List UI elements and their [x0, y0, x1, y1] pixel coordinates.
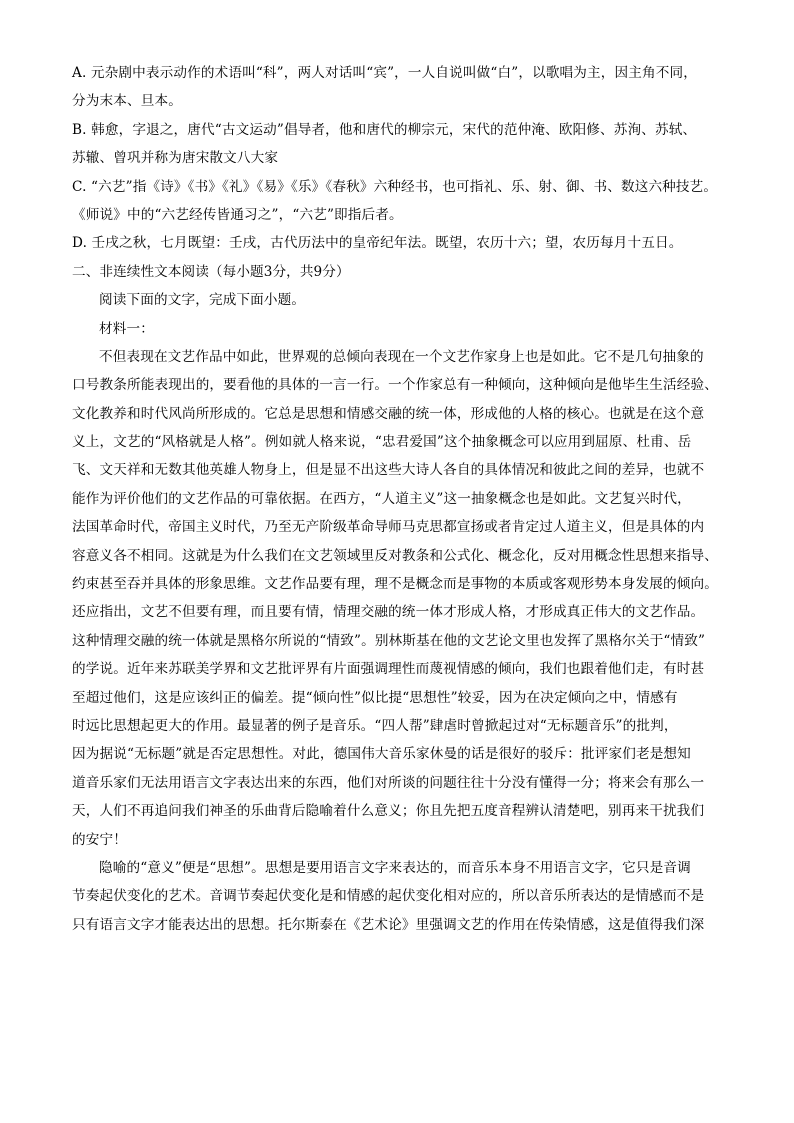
option-b-line-1: B. 韩愈，字退之，唐代“古文运动”倡导者，他和唐代的柳宗元，宋代的范仲淹、欧阳修、苏洵、苏轼、 [72, 121, 697, 138]
option-b [72, 116, 732, 173]
paragraph-2-line: 节奏起伏变化的艺术。音调节奏起伏变化是和情感的起伏变化相对应的，所以音乐所表达的是情感而不是 [72, 888, 705, 905]
option-c [72, 173, 732, 230]
paragraph-1-line: 容意义各不相同。这就是为什么我们在文艺领域里反对教条和公式化、概念化，反对用概念性思想来指导、 [72, 547, 718, 564]
reading-instruction: 阅读下面的文字，完成下面小题。 [99, 292, 306, 309]
paragraph-1-line: 口号教条所能表现出的，要看他的具体的一言一行。一个作家总有一种倾向，这种倾向是他毕生生活经验、 [72, 377, 718, 394]
paragraph-1-line: 至超过他们，这是应该纠正的偏差。提“倾向性”似比提“思想性”较妥，因为在决定倾向之中，情感有 [72, 689, 678, 706]
paragraph-1-line: 飞、文天祥和无数其他英雄人物身上，但是显不出这些大诗人各自的具体情况和彼此之间的差异，也就不 [72, 462, 705, 479]
paragraph-2 [72, 854, 732, 939]
option-c-line-2: 《师说》中的“六艺经传皆通习之”，“六艺”即指后者。 [72, 206, 403, 223]
option-b-line-2: 苏辙、曾巩并称为唐宋散文八大家 [72, 150, 279, 167]
option-a [72, 59, 732, 116]
section-heading: 二、非连续性文本阅读（每小题3分，共9分） [72, 263, 350, 280]
option-d [72, 229, 732, 257]
paragraph-1-line: 的学说。近年来苏联美学界和文艺批评界有片面强调理性而蔑视情感的倾向，我们也跟着他们走，有时甚 [72, 661, 705, 678]
paragraph-1-line: 天，人们不再追问我们神圣的乐曲背后隐喻着什么意义；你且先把五度音程辨认清楚吧，别再来干扰我们 [72, 803, 705, 820]
paragraph-1-line: 文化教养和时代风尚所形成的。它总是思想和情感交融的统一体，形成他的人格的核心。也就是在这个意 [72, 405, 705, 422]
paragraph-1-line: 这种情理交融的统一体就是黑格尔所说的“情致”。别林斯基在他的文艺论文里也发挥了黑格尔关于“情致” [72, 632, 706, 649]
paragraph-1-line: 义上，文艺的“风格就是人格”。例如就人格来说，“忠君爱国”这个抽象概念可以应用到屈原、杜甫、岳 [72, 434, 692, 451]
option-d-line-1: D. 壬戌之秋，七月既望：壬戌，古代历法中的皇帝纪年法。既望，农历十六；望，农历每月十五日。 [72, 235, 683, 252]
option-a-line-1: A. 元杂剧中表示动作的术语叫“科”，两人对话叫“宾”，一人自说叫做“白”，以歌唱为主，因主角不同， [72, 65, 697, 81]
paragraph-1-line: 道音乐家们无法用语言文字表达出来的东西，他们对所谈的问题往往十分没有懂得一分；将来会有那么一 [72, 774, 705, 791]
paragraph-1-line: 约束甚至吞并具体的形象思维。文艺作品要有理，理不是概念而是事物的本质或客观形势本身发展的倾向。 [72, 576, 718, 593]
document-page [72, 59, 732, 939]
paragraph-1-line: 还应指出，文艺不但要有理，而且要有情，情理交融的统一体才形成人格，才形成真正伟大的文艺作品。 [72, 604, 705, 621]
paragraph-2-line: 只有语言文字才能表达出的思想。托尔斯泰在《艺术论》里强调文艺的作用在传染情感，这是值得我们深 [72, 916, 705, 933]
paragraph-2-line: 隐喻的“意义”便是“思想”。思想是要用语言文字来表达的，而音乐本身不用语言文字，它只是音调 [99, 859, 691, 876]
option-c-line-1: C. “六艺”指《诗》《书》《礼》《易》《乐》《春秋》六种经书，也可指礼、乐、射、御、书、数这六种技艺。 [72, 178, 718, 195]
paragraph-1 [72, 343, 732, 854]
paragraph-1-line: 法国革命时代，帝国主义时代，乃至无产阶级革命导师马克思都宣扬或者肯定过人道主义，但是具体的内 [72, 519, 705, 536]
option-a-line-2: 分为末本、旦本。 [72, 93, 182, 110]
paragraph-1-line: 因为据说“无标题”就是否定思想性。对此，德国伟大音乐家休曼的话是很好的驳斥：批评家们老是想知 [72, 746, 691, 763]
paragraph-1-line: 的安宁！ [72, 831, 127, 848]
paragraph-1-line: 不但表现在文艺作品中如此，世界观的总倾向表现在一个文艺作家身上也是如此。它不是几句抽象的 [99, 348, 704, 365]
paragraph-1-line: 时远比思想起更大的作用。最显著的例子是音乐。“四人帮”肆虐时曾掀起过对“无标题音乐”的批判， [72, 717, 678, 734]
paragraph-1-line: 能作为评价他们的文艺作品的可靠依据。在西方，“人道主义”这一抽象概念也是如此。文艺复兴时代， [72, 490, 691, 507]
material-label: 材料一： [99, 320, 154, 337]
